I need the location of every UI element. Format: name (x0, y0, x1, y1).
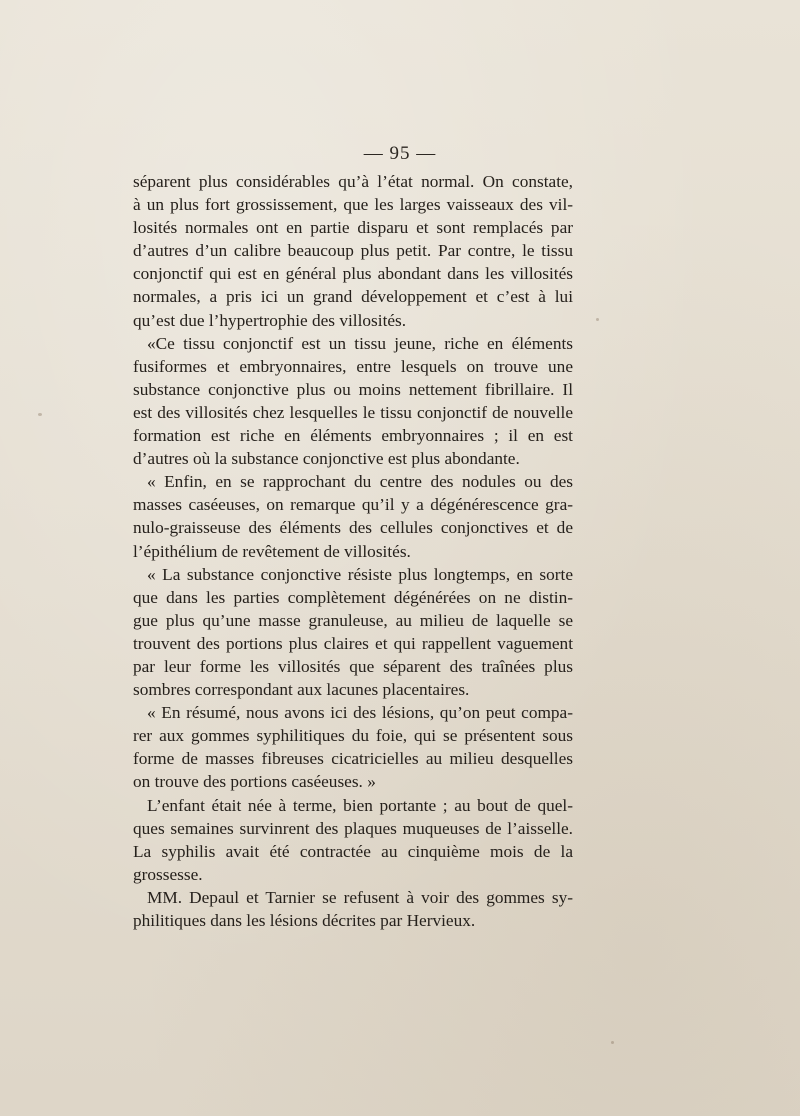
text-line: d’autres où la substance conjonctive est plus abondante. (133, 449, 520, 469)
text-line: sombres correspondant aux lacunes placentaires. (133, 680, 470, 700)
text-line: philitiques dans les lésions décrites par Hervieux. (133, 911, 476, 930)
text-line: « La substance conjonctive résiste plus longtemps, en sorte (147, 564, 573, 584)
text-line: forme de masses fibreuses cicatricielles au milieu desquelles (133, 749, 573, 769)
text-line: substance conjonctive plus ou moins nettement fibrillaire. Il (133, 379, 573, 399)
text-line: gue plus qu’une masse granuleuse, au milieu de laquelle se (133, 610, 573, 630)
text-line: « Enfin, en se rapprochant du centre des nodules ou des (147, 472, 573, 492)
page-number: — 95 — (363, 143, 437, 164)
text-line: L’enfant était née à terme, bien portante ; au bout de quel- (147, 795, 573, 815)
text-line: masses caséeuses, on remarque qu’il y a dégénérescence gra- (133, 495, 573, 515)
text-line: d’autres d’un calibre beaucoup plus petit. Par contre, le tissu (133, 241, 573, 261)
text-line: ques semaines survinrent des plaques muqueuses de l’aisselle. (133, 818, 573, 838)
text-line: La syphilis avait été contractée au cinquième mois de la (133, 841, 573, 861)
text-line: que dans les parties complètement dégénérées on ne distin- (133, 587, 573, 607)
text-line: « En résumé, nous avons ici des lésions, qu’on peut compa- (147, 703, 573, 723)
text-line: formation est riche en éléments embryonnaires ; il en est (133, 426, 573, 446)
text-line: l’épithélium de revêtement de villosités. (133, 541, 411, 561)
text-line: nulo-graisseuse des éléments des cellules conjonctives et de (133, 518, 573, 538)
text-line: séparent plus considérables qu’à l’état normal. On constate, (133, 172, 573, 191)
text-line: conjonctif qui est en général plus abondant dans les villosités (133, 264, 573, 284)
paper-speck (611, 1041, 614, 1044)
paper-speck (596, 318, 599, 321)
text-line: grossesse. (133, 864, 203, 884)
text-line: losités normales ont en partie disparu et sont remplacés par (133, 218, 573, 238)
text-line: MM. Depaul et Tarnier se refusent à voir des gommes sy- (147, 887, 573, 907)
text-line: par leur forme les villosités que séparent des traînées plus (133, 656, 573, 676)
text-line: normales, a pris ici un grand développement et c’est à lui (133, 287, 573, 307)
text-line: «Ce tissu conjonctif est un tissu jeune, riche en éléments (147, 333, 573, 353)
body-text (133, 170, 573, 932)
text-line: trouvent des portions plus claires et qui rappellent vaguement (133, 633, 573, 653)
paper-speck (38, 413, 42, 416)
text-line: qu’est due l’hypertrophie des villosités. (133, 310, 407, 330)
text-line: fusiformes et embryonnaires, entre lesquels on trouve une (133, 356, 573, 376)
text-line: est des villosités chez lesquelles le tissu conjonctif de nouvelle (133, 402, 573, 422)
text-line: on trouve des portions caséeuses. » (133, 772, 376, 792)
text-line: rer aux gommes syphilitiques du foie, qui se présentent sous (133, 726, 573, 746)
text-line: à un plus fort grossissement, que les larges vaisseaux des vil- (133, 195, 573, 215)
